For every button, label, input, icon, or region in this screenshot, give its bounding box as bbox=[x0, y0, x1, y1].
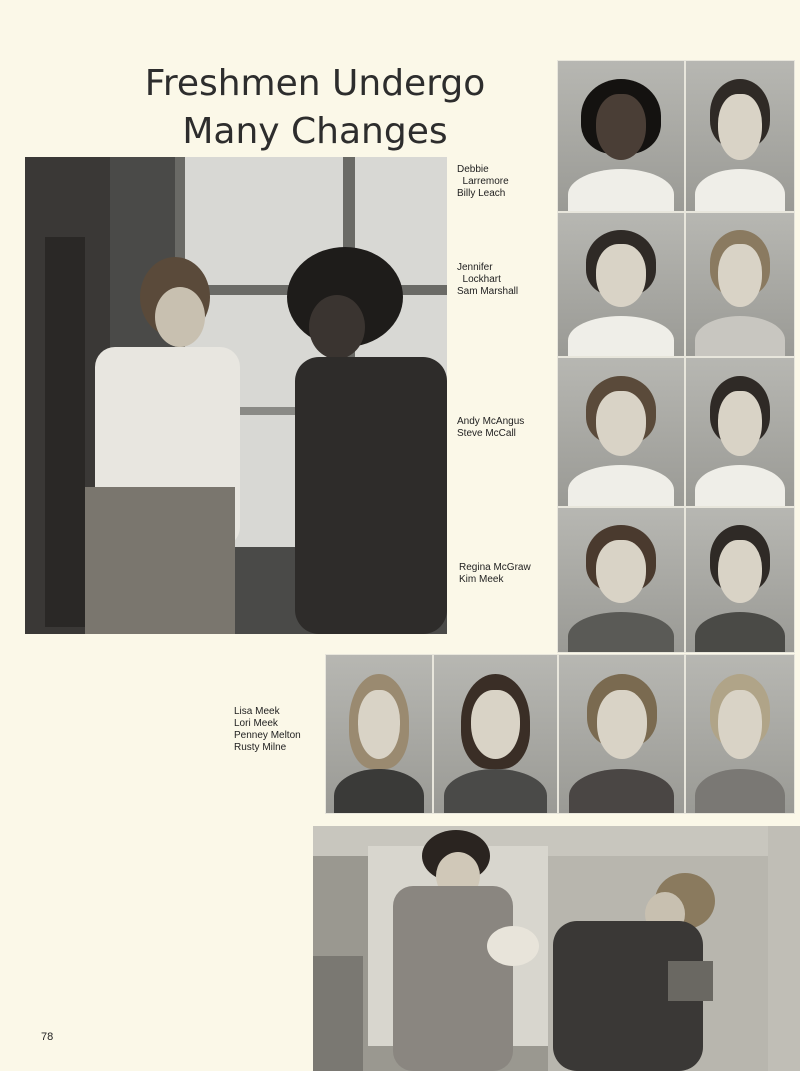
title-line-1: Freshmen Undergo bbox=[144, 63, 486, 104]
portrait-photo bbox=[557, 60, 685, 212]
caption-line: Lori Meek bbox=[234, 718, 278, 729]
caption-lockhart-marshall bbox=[457, 262, 518, 298]
caption-larremore-leach bbox=[457, 164, 509, 200]
caption-line: Kim Meek bbox=[459, 574, 504, 585]
page-title bbox=[100, 60, 530, 156]
portrait-photo bbox=[558, 654, 685, 814]
caption-line: Andy McAngus bbox=[457, 416, 525, 427]
caption-line: Lockhart bbox=[457, 274, 501, 285]
caption-meek-milne bbox=[234, 706, 301, 754]
candid-photo-jackets bbox=[313, 826, 800, 1071]
candid-photo-window bbox=[25, 157, 447, 634]
portrait-photo bbox=[433, 654, 558, 814]
caption-line: Rusty Milne bbox=[234, 742, 287, 753]
portrait-photo bbox=[557, 212, 685, 357]
caption-line: Penney Melton bbox=[234, 730, 301, 741]
caption-line: Jennifer bbox=[457, 262, 493, 273]
portrait-photo bbox=[325, 654, 433, 814]
caption-line: Debbie bbox=[457, 164, 489, 175]
caption-line: Billy Leach bbox=[457, 188, 506, 199]
caption-mcangus-mccall bbox=[457, 416, 524, 440]
portrait-photo bbox=[557, 507, 685, 653]
portrait-photo bbox=[685, 60, 795, 212]
caption-line: Sam Marshall bbox=[457, 286, 519, 297]
portrait-photo bbox=[685, 212, 795, 357]
caption-line: Steve McCall bbox=[457, 428, 516, 439]
portrait-photo bbox=[685, 507, 795, 653]
portrait-photo bbox=[685, 654, 795, 814]
page-number: 78 bbox=[41, 1031, 54, 1043]
caption-line: Lisa Meek bbox=[234, 706, 280, 717]
portrait-photo bbox=[557, 357, 685, 507]
caption-mcgraw-meek bbox=[459, 562, 531, 586]
caption-line: Regina McGraw bbox=[459, 562, 531, 573]
portrait-photo bbox=[685, 357, 795, 507]
caption-line: Larremore bbox=[457, 176, 509, 187]
title-line-2: Many Changes bbox=[182, 111, 448, 152]
